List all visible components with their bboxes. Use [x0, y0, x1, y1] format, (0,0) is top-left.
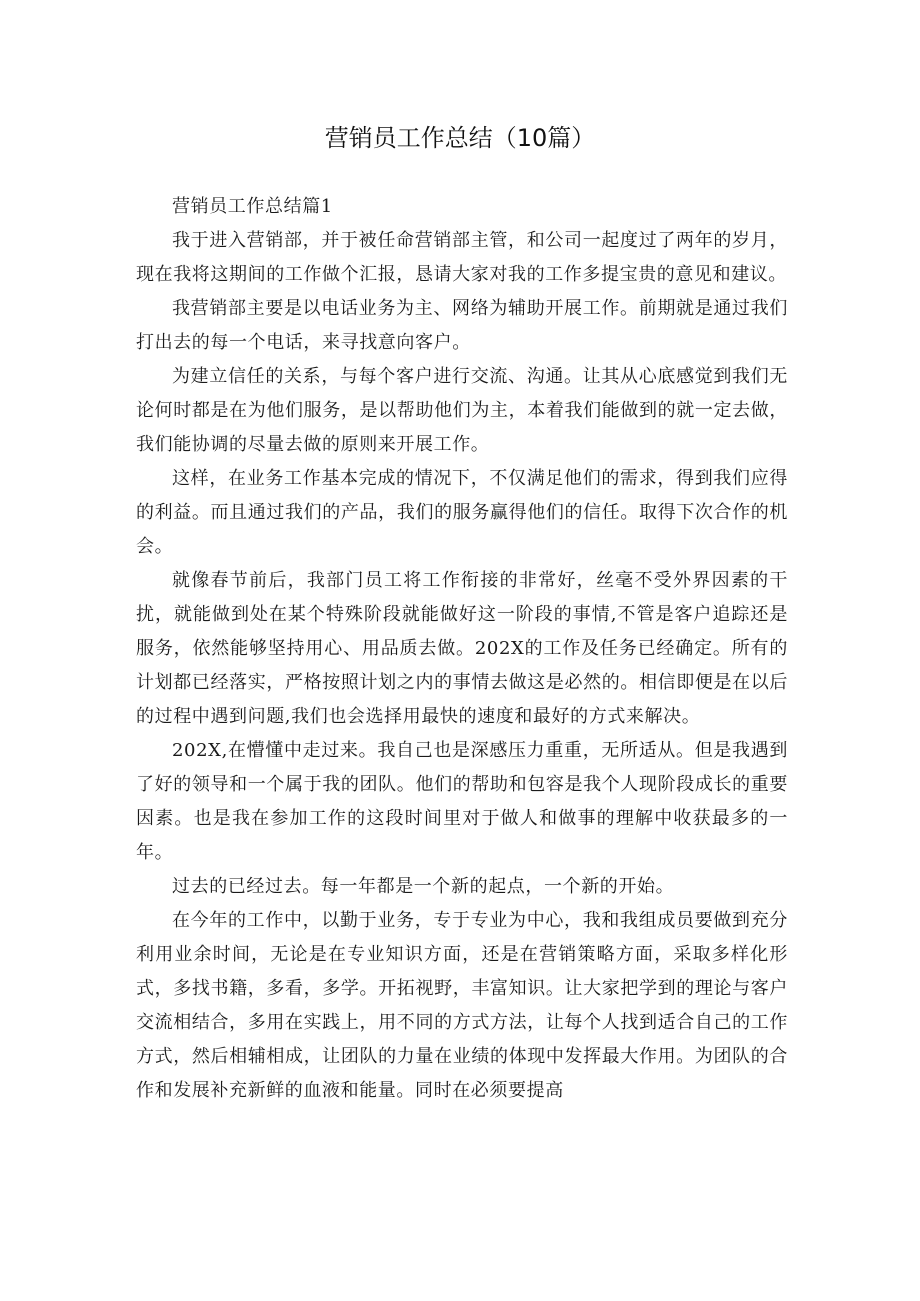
document-body — [136, 190, 788, 1108]
paragraph: 202X,在懵懂中走过来。我自己也是深感压力重重，无所适从。但是我遇到了好的领导和一个属于我的团队。他们的帮助和包容是我个人现阶段成长的重要因素。也是我在参加工作的这段时间里对于做人和做事的理解中收获最多的一年。 — [136, 740, 788, 863]
paragraph: 这样，在业务工作基本完成的情况下，不仅满足他们的需求，得到我们应得的利益。而且通过我们的产品，我们的服务赢得他们的信任。取得下次合作的机会。 — [136, 468, 788, 557]
paragraph: 过去的已经过去。每一年都是一个新的起点，一个新的开始。 — [172, 876, 675, 897]
paragraph: 我营销部主要是以电话业务为主、网络为辅助开展工作。前期就是通过我们打出去的每一个电话，来寻找意向客户。 — [136, 298, 788, 353]
document-title: 营销员工作总结（10篇） — [324, 124, 596, 152]
paragraph: 在今年的工作中，以勤于业务，专于专业为中心，我和我组成员要做到充分利用业余时间，无论是在专业知识方面，还是在营销策略方面，采取多样化形式，多找书籍，多看，多学。开拓视野，丰富知识。让大家把学到的理论与客户交流相结合，多用在实践上，用不同的方式方法，让每个人找到适合自己的工作方式，然后相辅相成，让团队的力量在业绩的体现中发挥最大作用。为团队的合作和发展补充新鲜的血液和能量。同时在必须要提高 — [136, 910, 788, 1101]
section-heading: 营销员工作总结篇1 — [172, 196, 333, 217]
paragraph: 我于进入营销部，并于被任命营销部主管，和公司一起度过了两年的岁月，现在我将这期间的工作做个汇报，恳请大家对我的工作多提宝贵的意见和建议。 — [136, 230, 788, 285]
paragraph: 就像春节前后，我部门员工将工作衔接的非常好，丝毫不受外界因素的干扰，就能做到处在某个特殊阶段就能做好这一阶段的事情,不管是客户追踪还是服务，依然能够坚持用心、用品质去做。202X的工作及任务已经确定。所有的计划都已经落实，严格按照计划之内的事情去做这是必然的。相信即便是在以后的过程中遇到问题,我们也会选择用最快的速度和最好的方式来解决。 — [136, 570, 788, 727]
paragraph: 为建立信任的关系，与每个客户进行交流、沟通。让其从心底感觉到我们无论何时都是在为他们服务，是以帮助他们为主，本着我们能做到的就一定去做，我们能协调的尽量去做的原则来开展工作。 — [136, 366, 788, 455]
